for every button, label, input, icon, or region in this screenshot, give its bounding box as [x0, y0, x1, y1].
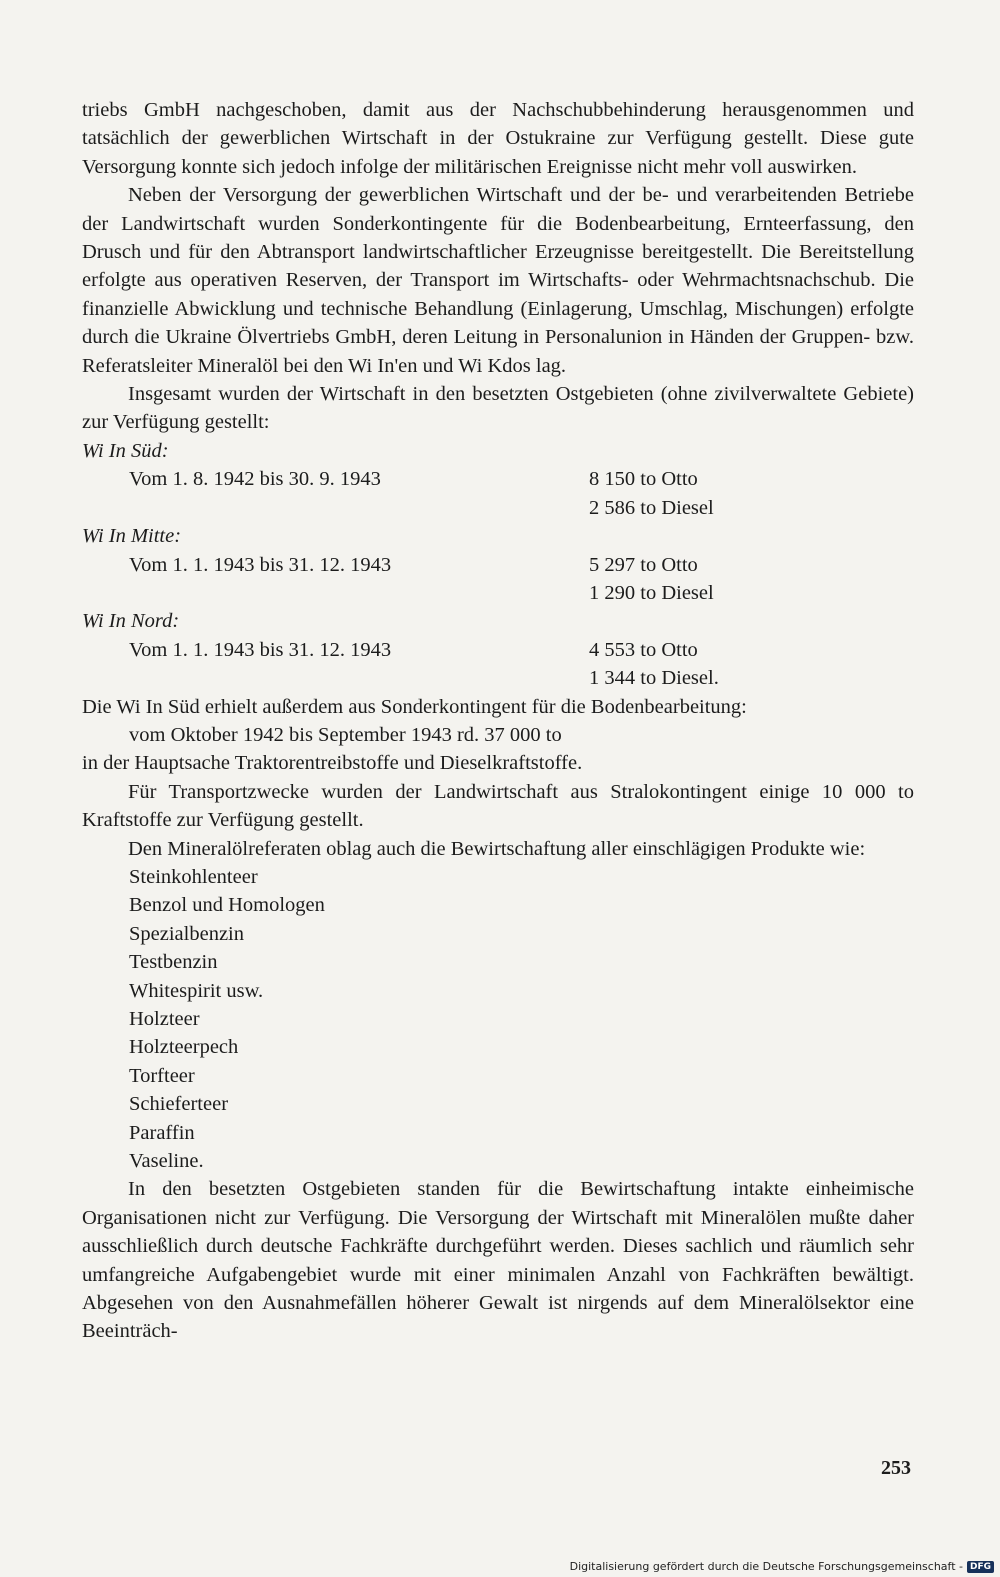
stats-heading: Wi In Süd: — [82, 439, 169, 462]
paragraph-4-line: vom Oktober 1942 bis September 1943 rd. 37 000 to — [129, 723, 562, 746]
paragraph-6: Den Mineralölreferaten oblag auch die Bewirtschaftung aller einschlägigen Produkte wie: — [128, 837, 866, 860]
list-item: Testbenzin — [129, 951, 218, 974]
stats-period: Vom 1. 8. 1942 bis 30. 9. 1943 — [129, 468, 381, 491]
list-item: Paraffin — [129, 1121, 195, 1144]
stats-otto: 8 150 to Otto — [589, 468, 698, 491]
product-list — [82, 863, 914, 1175]
stats-diesel: 2 586 to Diesel — [589, 496, 714, 519]
list-item: Benzol und Homologen — [129, 894, 325, 917]
footer-credit-text: Digitalisierung gefördert durch die Deutsche Forschungsgemeinschaft - — [569, 1560, 963, 1573]
list-item: Schieferteer — [129, 1093, 229, 1116]
list-item: Vaseline. — [129, 1150, 204, 1173]
stats-nord — [82, 607, 914, 692]
paragraph-1: triebs GmbH nachgeschoben, damit aus der Nachschubbehinderung herausgenommen und tatsächlich der gewerblichen Wirtschaft in der Ostukraine zur Verfügung gestellt. Diese gute Versorgung konnte sich jedoch infolge der militärischen Ereignisse nicht mehr voll auswirken. — [82, 99, 914, 178]
stats-sued — [82, 437, 914, 522]
paragraph-7: In den besetzten Ostgebieten standen für die Bewirtschaftung intakte einheimische Organisationen nicht zur Verfügung. Die Versorgung der Wirtschaft mit Mineralölen mußte daher ausschließlich durch deutsche Fachkräfte durchgeführt werden. Dieses sachlich und räumlich sehr umfangreiche Aufgabengebiet wurde mit einer minimalen Anzahl von Fachkräften bewältigt. Abgesehen von den Ausnahmefällen höherer Gewalt ist nirgends auf dem Mineralölsektor eine Beeinträch- — [82, 1178, 914, 1343]
footer-credit — [570, 1560, 994, 1573]
stats-heading: Wi In Nord: — [82, 610, 180, 633]
stats-otto: 4 553 to Otto — [589, 638, 698, 661]
list-item: Holzteerpech — [129, 1036, 239, 1059]
list-item: Holzteer — [129, 1008, 200, 1030]
paragraph-3: Insgesamt wurden der Wirtschaft in den besetzten Ostgebieten (ohne zivilverwaltete Gebiete) zur Verfügung gestellt: — [82, 383, 914, 434]
stats-heading: Wi In Mitte: — [82, 525, 182, 548]
paragraph-5: Für Transportzwecke wurden der Landwirtschaft aus Stralokontingent einige 10 000 to Kraftstoffe zur Verfügung gestellt. — [82, 780, 914, 832]
stats-diesel: 1 290 to Diesel — [589, 581, 714, 604]
page-number: 253 — [881, 1457, 911, 1479]
dfg-logo-icon: DFG — [967, 1561, 994, 1573]
paragraph-4: Die Wi In Süd erhielt außerdem aus Sonderkontingent für die Bodenbearbeitung: — [82, 695, 747, 718]
stats-otto: 5 297 to Otto — [589, 553, 698, 576]
stats-mitte — [82, 522, 914, 607]
stats-diesel: 1 344 to Diesel. — [589, 667, 719, 690]
paragraph-4-end: in der Hauptsache Traktorentreibstoffe und Dieselkraftstoffe. — [82, 752, 583, 775]
paragraph-2: Neben der Versorgung der gewerblichen Wirtschaft und der be- und verarbeitenden Betriebe der Landwirtschaft wurden Sonderkontingente für die Bodenbearbeitung, Ernteerfassung, den Drusch und für den Abtransport landwirtschaftlicher Erzeugnisse bereitgestellt. Die Bereitstellung erfolgte aus operativen Reserven, der Transport im Wirtschafts- oder Wehrmachtsnachschub. Die finanzielle Abwicklung und technische Behandlung (Einlagerung, Umschlag, Mischungen) erfolgte durch die Ukraine Ölvertriebs GmbH, deren Leitung in Personalunion in Händen der Gruppen- bzw. Referatsleiter Mineralöl bei den Wi In'en und Wi Kdos lag. — [82, 184, 914, 377]
stats-period: Vom 1. 1. 1943 bis 31. 12. 1943 — [129, 638, 392, 661]
page-body — [82, 96, 914, 1346]
list-item: Whitespirit usw. — [129, 979, 264, 1002]
list-item: Spezialbenzin — [129, 922, 244, 945]
list-item: Steinkohlenteer — [129, 865, 258, 888]
list-item: Torfteer — [129, 1064, 195, 1087]
stats-period: Vom 1. 1. 1943 bis 31. 12. 1943 — [129, 553, 392, 576]
